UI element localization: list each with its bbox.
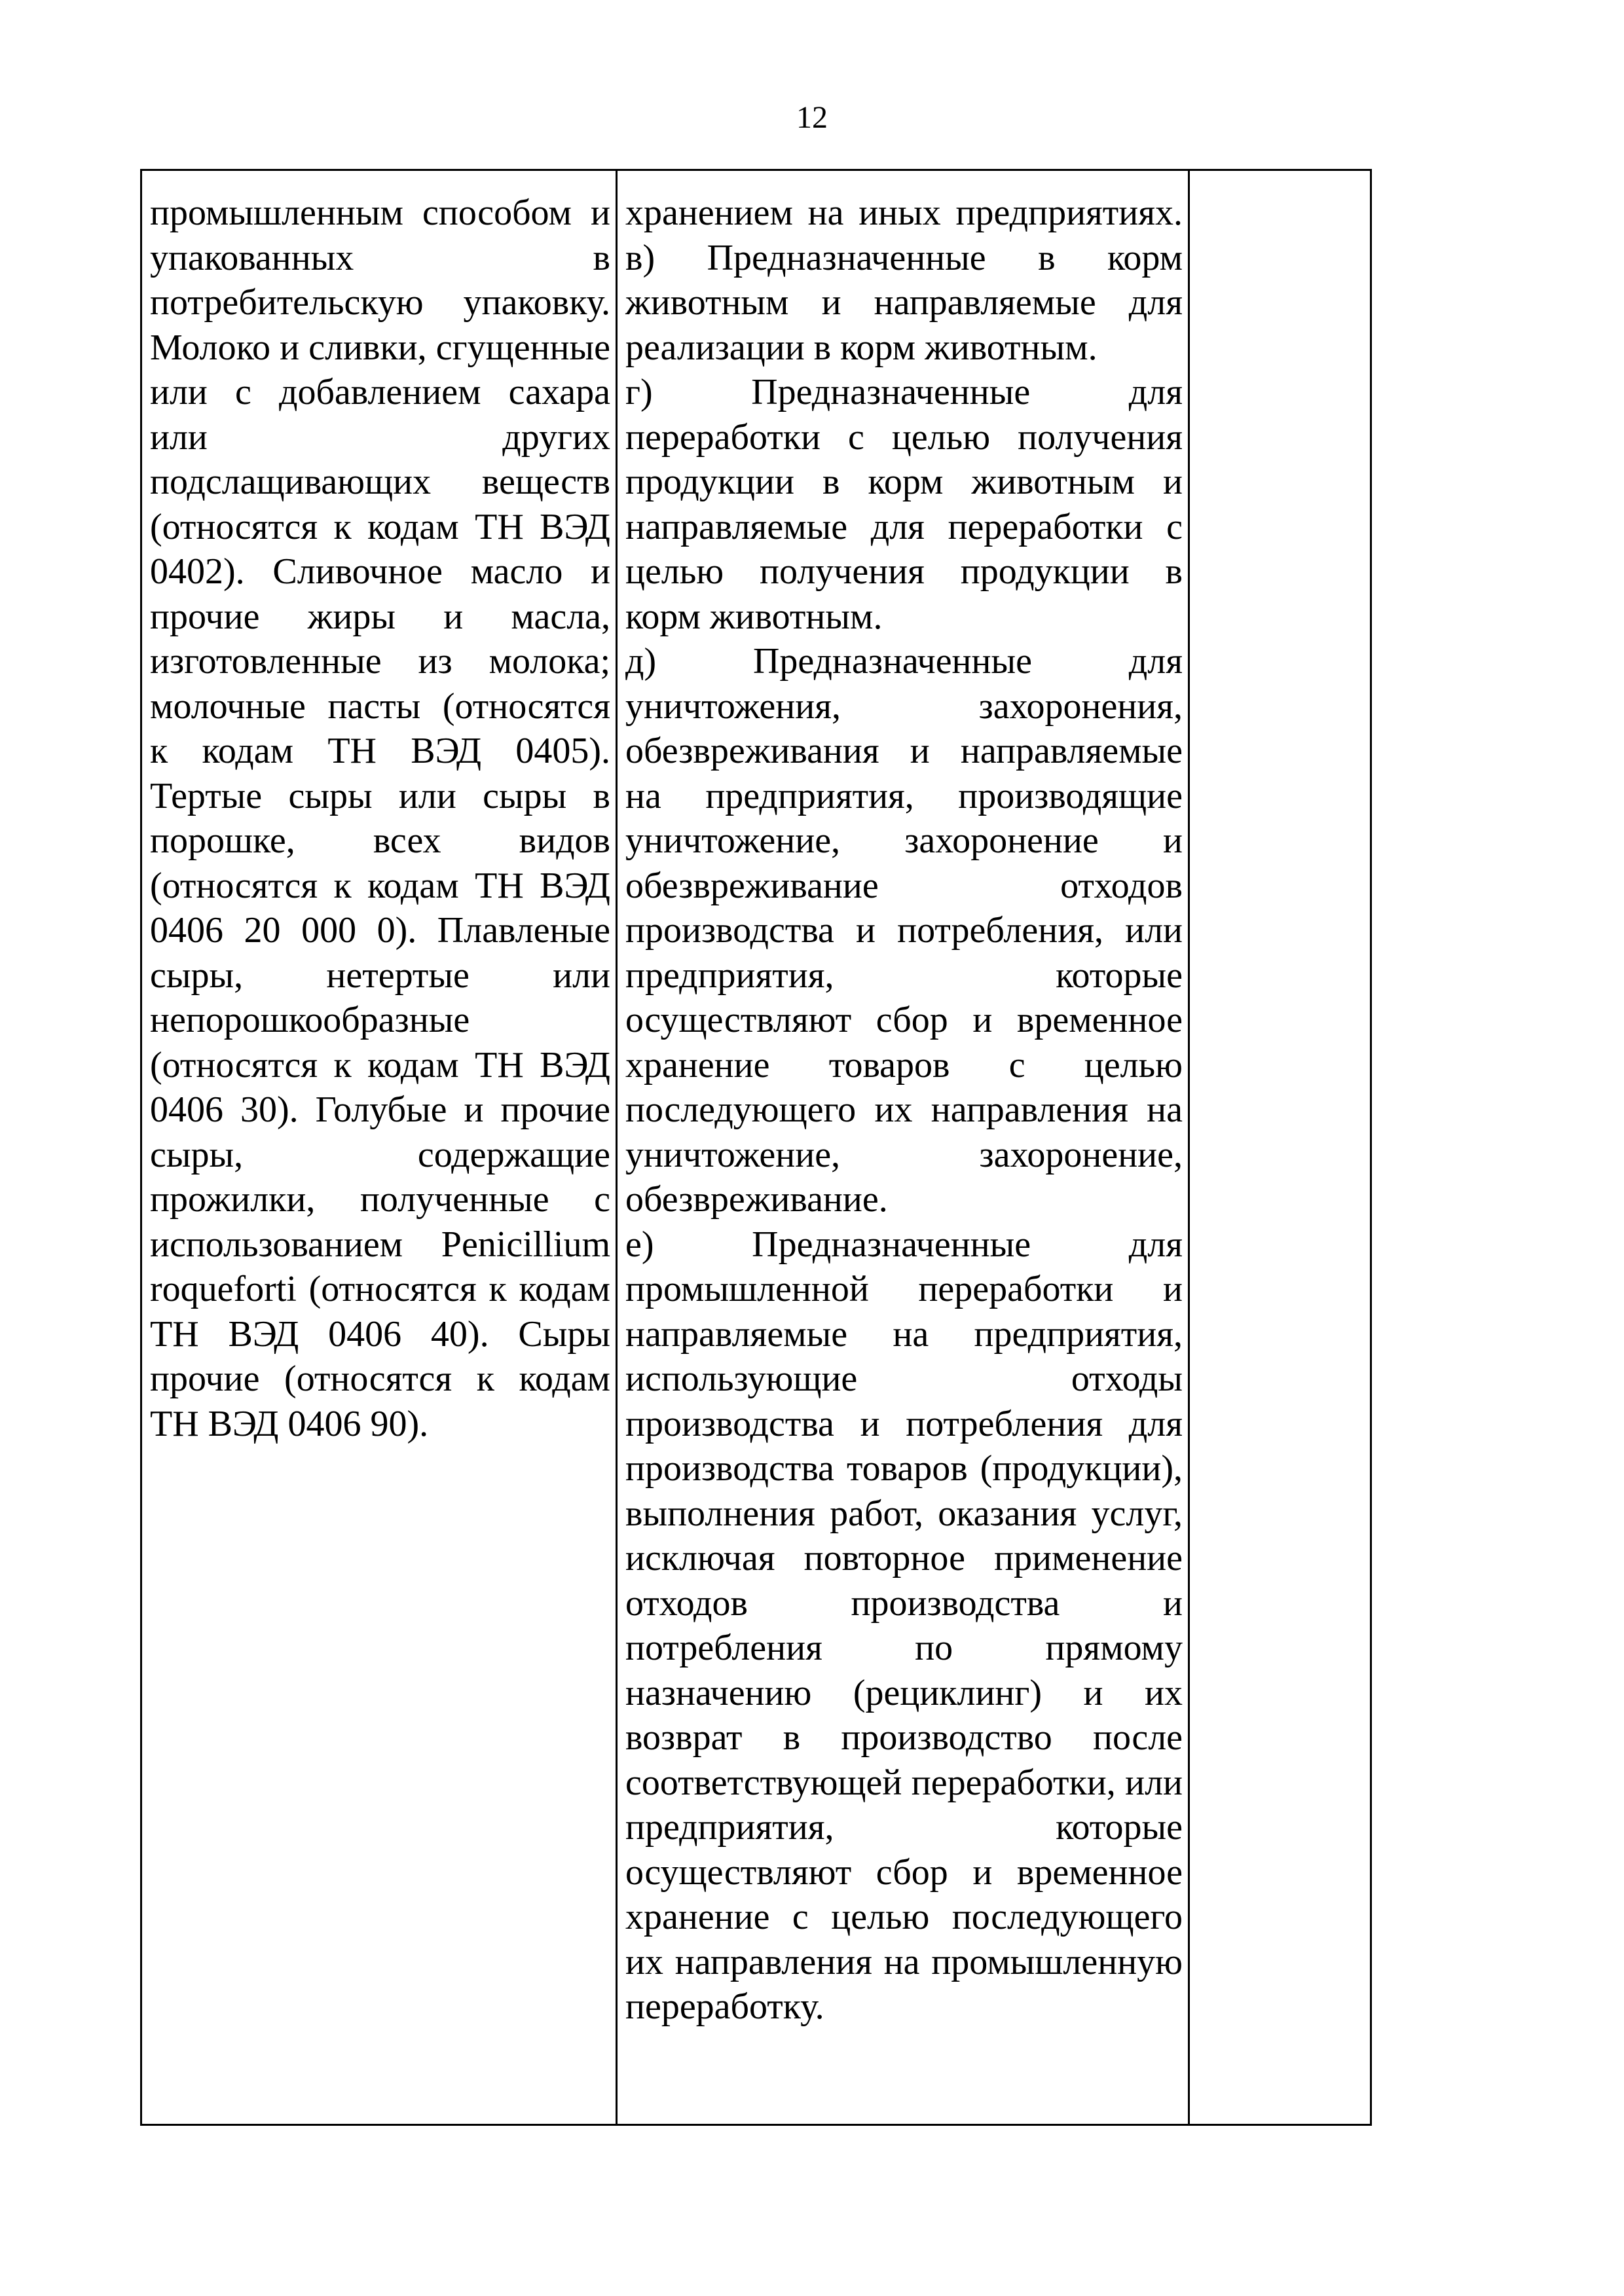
- purpose-item-e: е) Предназначенные для промышленной переработки и направляемые на предприятия, использующие отходы производства и потребления для производства товаров (продукции), выполнения работ, оказания услуг, исключая повторное применение отходов производства и потребления по прямому назначению (рециклинг) и их возврат в производство после соответствующей переработки, или предприятия, которые осуществляют сбор и временное хранение с целью последующего их направления на промышленную переработку.: [625, 1224, 1183, 2027]
- product-description-text: промышленным способом и упакованных в потребительскую упаковку. Молоко и сливки, сгущенные или с добавлением сахара или других подслащивающих веществ (относятся к кодам ТН ВЭД 0402). Сливочное масло и прочие жиры и масла, изготовленные из молока; молочные пасты (относятся к кодам ТН ВЭД 0405). Тертые сыры или сыры в порошке, всех видов (относятся к кодам ТН ВЭД 0406 20 000 0). Плавленые сыры, нетертые или непорошкообразные (относятся к кодам ТН ВЭД 0406 30). Голубые и прочие сыры, содержащие прожилки, полученные с использованием Penicillium roqueforti (относятся к кодам ТН ВЭД 0406 40). Сыры прочие (относятся к кодам ТН ВЭД 0406 90).: [150, 192, 610, 1444]
- purpose-item-g: г) Предназначенные для переработки с целью получения продукции в корм животным и направляемые для переработки с целью получения продукции в корм животным.: [625, 372, 1183, 637]
- table-cell-purpose-list: [617, 170, 1189, 2125]
- page-number: 12: [796, 100, 828, 135]
- purpose-paragraph-continued: хранением на иных предприятиях.: [625, 192, 1183, 233]
- purpose-item-v: в) Предназначенные в корм животным и направляемые для реализации в корм животным.: [625, 237, 1183, 368]
- purpose-item-d: д) Предназначенные для уничтожения, захоронения, обезвреживания и направляемые на предприятия, производящие уничтожение, захоронение и обезвреживание отходов производства и потребления, или предприятия, которые осуществляют сбор и временное хранение товаров с целью последующего их направления на уничтожение, захоронение, обезвреживание.: [625, 641, 1183, 1220]
- table-cell-empty: [1189, 170, 1371, 2125]
- table-cell-product-description: [141, 170, 617, 2125]
- document-table: [140, 169, 1372, 2126]
- table-row: [141, 170, 1371, 2125]
